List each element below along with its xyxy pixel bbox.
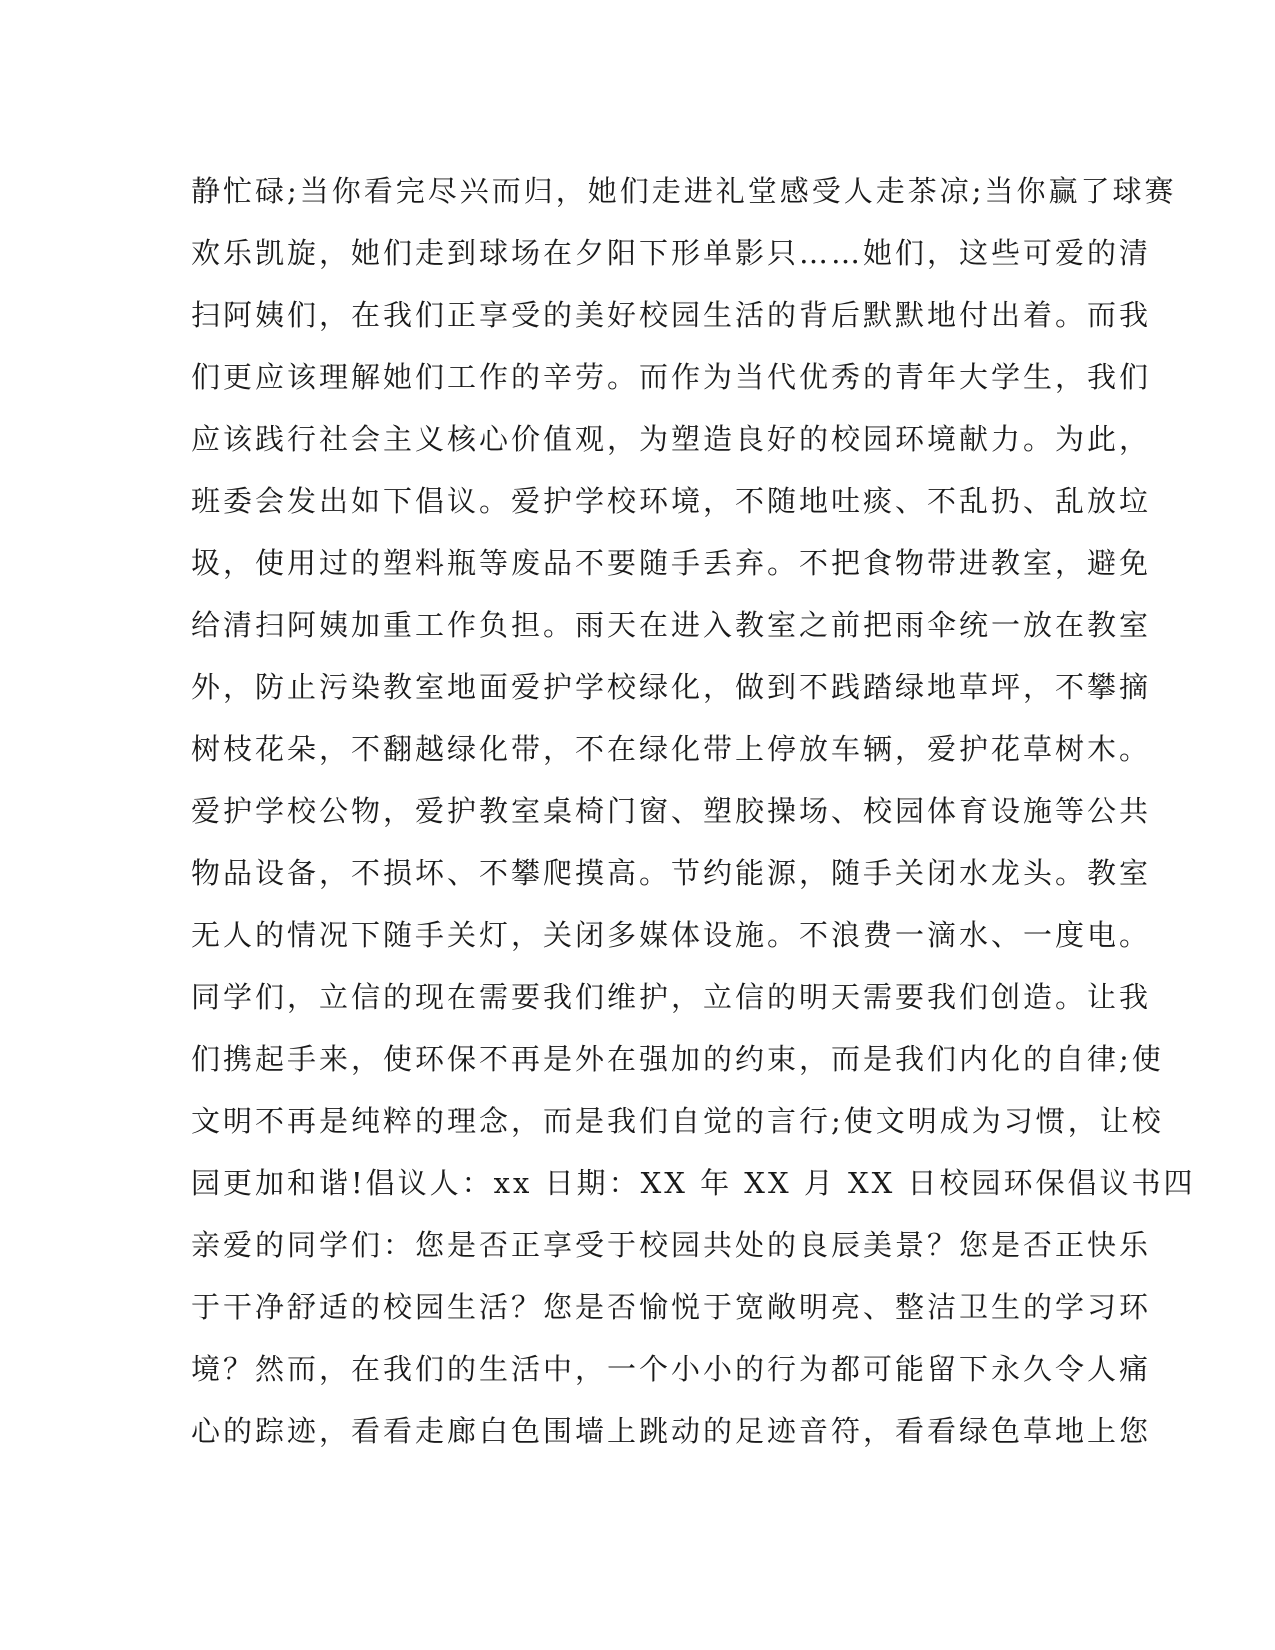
text-line-3: 扫阿姨们，在我们正享受的美好校园生活的背后默默地付出着。而我 [191,298,1152,332]
body-text [191,160,1196,1462]
text-line-16: 文明不再是纯粹的理念，而是我们自觉的言行;使文明成为习惯，让校 [191,1104,1164,1138]
text-line-14: 同学们，立信的现在需要我们维护，立信的明天需要我们创造。让我 [191,980,1152,1014]
text-line-8: 给清扫阿姨加重工作负担。雨天在进入教室之前把雨伞统一放在教室 [191,608,1152,642]
text-line-1: 静忙碌;当你看完尽兴而归，她们走进礼堂感受人走茶凉;当你赢了球赛 [191,174,1177,208]
text-line-2: 欢乐凯旋，她们走到球场在夕阳下形单影只……她们，这些可爱的清 [191,236,1152,270]
text-line-9: 外，防止污染教室地面爱护学校绿化，做到不践踏绿地草坪，不攀摘 [191,670,1152,704]
text-line-10: 树枝花朵，不翻越绿化带，不在绿化带上停放车辆，爱护花草树木。 [191,732,1152,766]
text-line-13: 无人的情况下随手关灯，关闭多媒体设施。不浪费一滴水、一度电。 [191,918,1152,952]
text-line-21: 心的踪迹，看看走廊白色围墙上跳动的足迹音符，看看绿色草地上您 [191,1414,1152,1448]
text-line-15: 们携起手来，使环保不再是外在强加的约束，而是我们内化的自律;使 [191,1042,1164,1076]
text-line-11: 爱护学校公物，爱护教室桌椅门窗、塑胶操场、校园体育设施等公共 [191,794,1152,828]
text-line-17: 园更加和谐!倡议人：xx 日期：XX 年 XX 月 XX 日校园环保倡议书四 [191,1166,1196,1200]
text-line-12: 物品设备，不损坏、不攀爬摸高。节约能源，随手关闭水龙头。教室 [191,856,1152,890]
text-line-20: 境？然而，在我们的生活中，一个小小的行为都可能留下永久令人痛 [191,1352,1152,1386]
text-line-6: 班委会发出如下倡议。爱护学校环境，不随地吐痰、不乱扔、乱放垃 [191,484,1152,518]
text-line-4: 们更应该理解她们工作的辛劳。而作为当代优秀的青年大学生，我们 [191,360,1152,394]
text-line-5: 应该践行社会主义核心价值观，为塑造良好的校园环境献力。为此， [191,422,1152,456]
text-line-18: 亲爱的同学们：您是否正享受于校园共处的良辰美景？您是否正快乐 [191,1228,1152,1262]
text-line-7: 圾，使用过的塑料瓶等废品不要随手丢弃。不把食物带进教室，避免 [191,546,1152,580]
text-line-19: 于干净舒适的校园生活？您是否愉悦于宽敞明亮、整洁卫生的学习环 [191,1290,1152,1324]
